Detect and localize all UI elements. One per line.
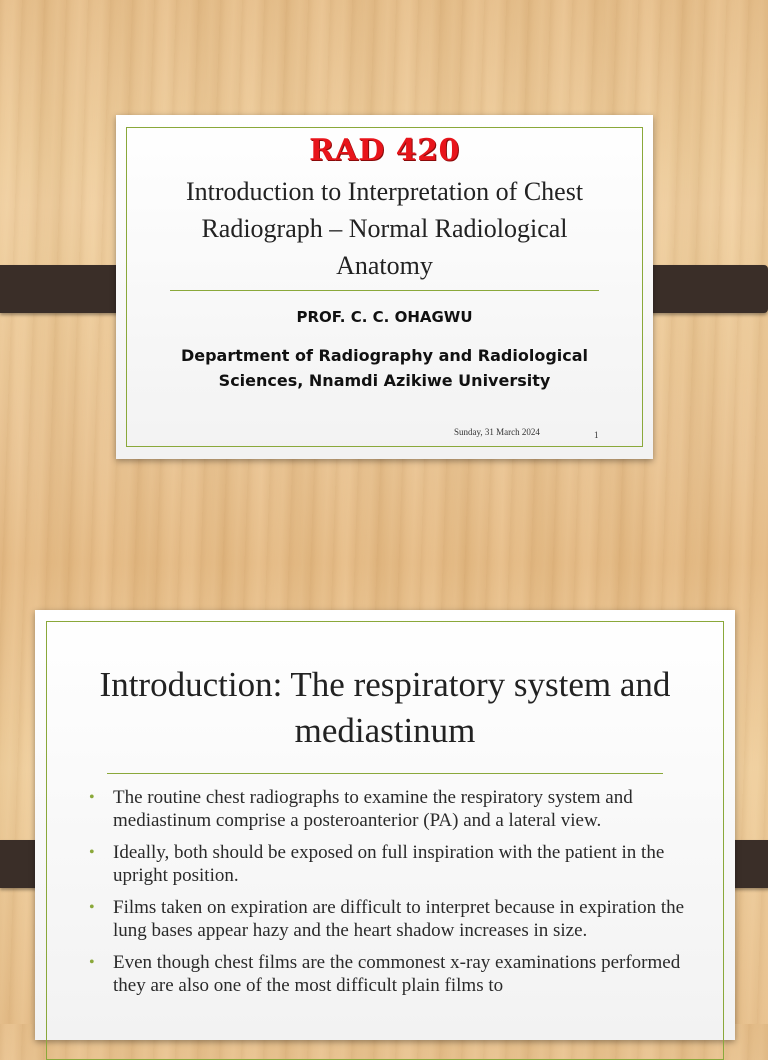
bullet-icon: • bbox=[89, 844, 95, 861]
bullet-text: Even though chest films are the commonest x-ray examinations performed they are also one of the most difficult plain films to bbox=[113, 952, 681, 996]
slide-title: Introduction: The respiratory system and mediastinum bbox=[99, 665, 671, 750]
content-slide bbox=[35, 610, 735, 1040]
bullet-list bbox=[89, 786, 695, 1006]
department-name: Department of Radiography and Radiological Sciences, Nnamdi Azikiwe University bbox=[180, 346, 589, 390]
title-slide bbox=[116, 115, 653, 459]
author-name: PROF. C. C. OHAGWU bbox=[296, 308, 473, 326]
list-item bbox=[89, 896, 695, 942]
bullet-text: Ideally, both should be exposed on full inspiration with the patient in the upright position. bbox=[113, 842, 665, 886]
slide-number: 1 bbox=[594, 430, 599, 440]
course-code: RAD 420 bbox=[309, 133, 460, 168]
slide-date: Sunday, 31 March 2024 bbox=[454, 427, 540, 437]
list-item bbox=[89, 841, 695, 887]
divider bbox=[107, 773, 663, 774]
list-item bbox=[89, 786, 695, 832]
bullet-text: Films taken on expiration are difficult to interpret because in expiration the lung bases appear hazy and the heart shadow increases in size. bbox=[113, 897, 685, 941]
bullet-text: The routine chest radiographs to examine the respiratory system and mediastinum comprise a posteroanterior (PA) and a lateral view. bbox=[113, 787, 633, 831]
divider bbox=[170, 290, 599, 291]
list-item bbox=[89, 951, 695, 997]
slide-subtitle: Introduction to Interpretation of Chest Radiograph – Normal Radiological Anatomy bbox=[185, 177, 584, 280]
bullet-icon: • bbox=[89, 954, 95, 971]
bullet-icon: • bbox=[89, 899, 95, 916]
bullet-icon: • bbox=[89, 789, 95, 806]
